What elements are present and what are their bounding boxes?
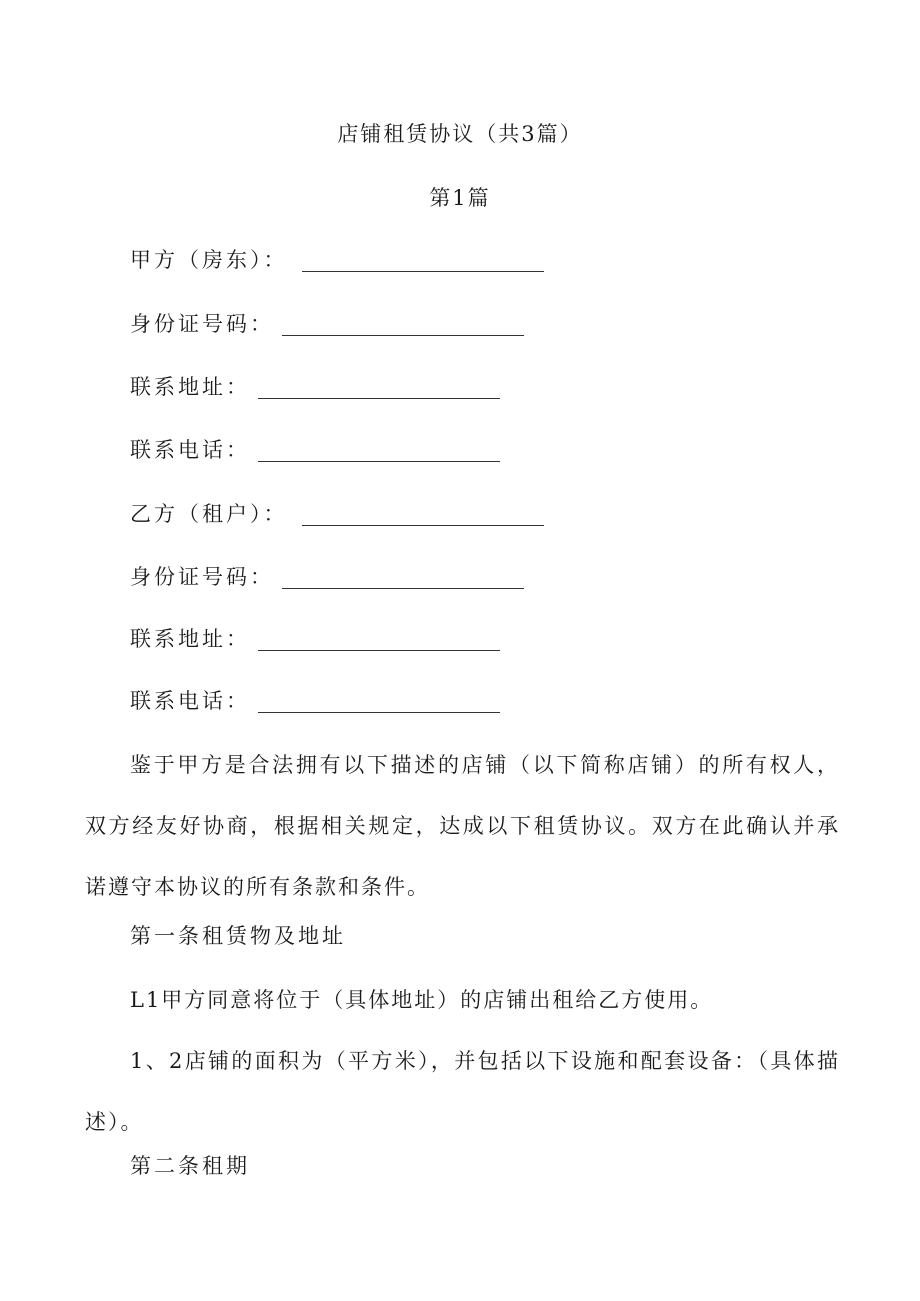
article-1-heading: 第一条租赁物及地址 <box>130 924 346 948</box>
blank-line <box>258 460 500 462</box>
blank-line <box>258 649 500 651</box>
landlord-phone-field <box>130 434 500 464</box>
blank-line <box>282 334 524 336</box>
blank-line <box>258 711 500 713</box>
blank-line <box>258 397 500 399</box>
article-2-heading: 第二条租期 <box>130 1154 250 1178</box>
field-label: 联系电话： <box>130 438 250 462</box>
landlord-name-field <box>130 244 544 274</box>
landlord-id-field <box>130 308 524 338</box>
field-label: 身份证号码： <box>130 312 274 336</box>
tenant-name-field <box>130 498 544 528</box>
tenant-address-field <box>130 623 500 653</box>
blank-line <box>282 587 524 589</box>
field-label: 联系地址： <box>130 627 250 651</box>
field-label: 乙方（租户）： <box>130 502 288 526</box>
field-label: 联系电话： <box>130 689 250 713</box>
clause-1-1: L1甲方同意将位于（具体地址）的店铺出租给乙方使用。 <box>130 988 714 1012</box>
section-label: 第1篇 <box>429 186 491 210</box>
blank-line <box>302 270 544 272</box>
field-label: 联系地址： <box>130 375 250 399</box>
clause-1-2: 1、2店铺的面积为（平方米），并包括以下设施和配套设备：（具体描述）。 <box>85 1049 840 1134</box>
intro-paragraph: 鉴于甲方是合法拥有以下描述的店铺（以下简称店铺）的所有权人，双方经友好协商，根据相关规定，达成以下租赁协议。双方在此确认并承诺遵守本协议的所有条款和条件。 <box>85 753 840 899</box>
tenant-phone-field <box>130 685 500 715</box>
blank-line <box>302 524 544 526</box>
document-title: 店铺租赁协议（共3篇） <box>337 122 583 146</box>
field-label: 身份证号码： <box>130 565 274 589</box>
landlord-address-field <box>130 371 500 401</box>
tenant-id-field <box>130 561 524 591</box>
field-label: 甲方（房东）： <box>130 248 288 272</box>
